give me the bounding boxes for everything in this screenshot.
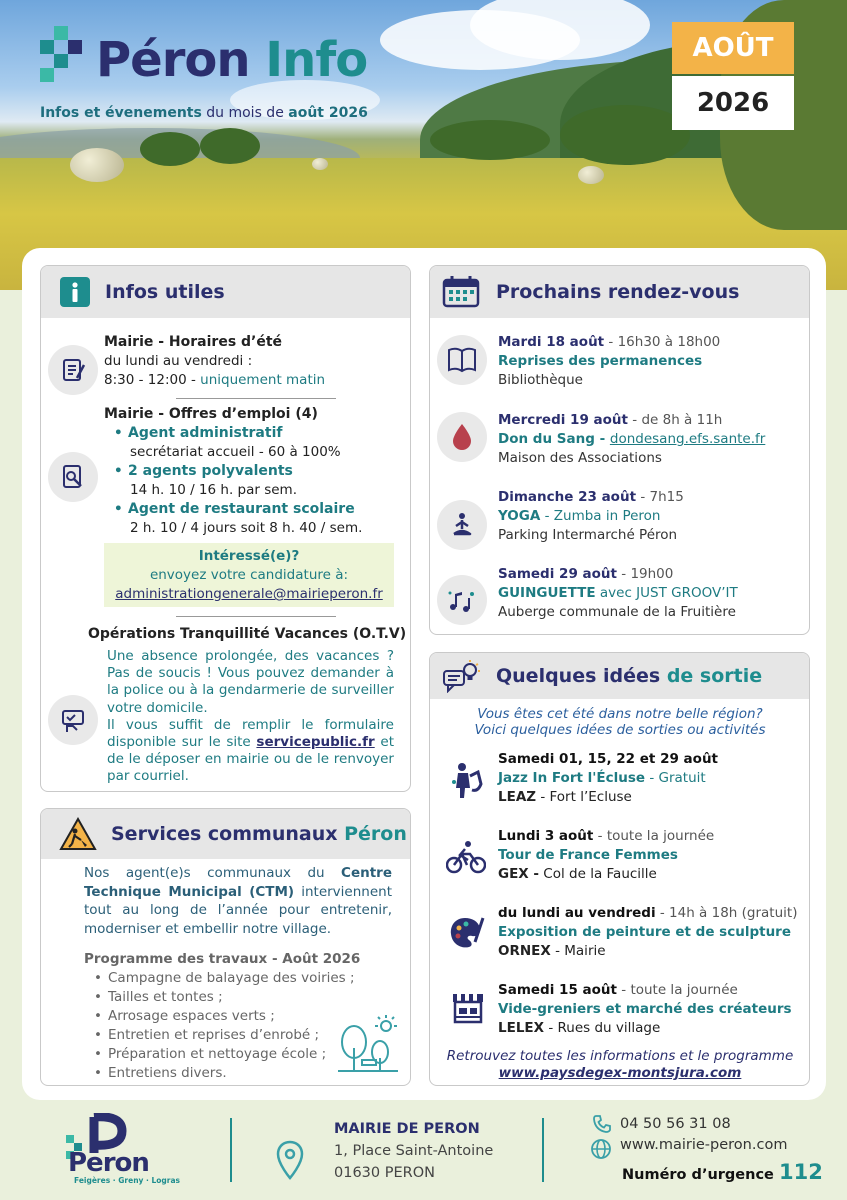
tree-shape: [140, 132, 200, 166]
cyclist-icon: [446, 840, 486, 874]
sortie-name: Exposition de peinture et de sculpture: [498, 924, 791, 940]
sorties-heading: [496, 665, 762, 687]
footer-logo-sub: Feigères · Greny · Logras: [74, 1176, 181, 1185]
sorties-heading-a: Quelques idées: [496, 665, 667, 687]
event-name-line: [498, 430, 803, 449]
infos-header: [41, 266, 410, 318]
footer-address: [334, 1118, 493, 1184]
emploi-title: Mairie - Offres d’emploi (4): [104, 406, 318, 422]
event-date-line: [498, 488, 803, 507]
services-heading-a: Services communaux: [111, 823, 345, 845]
rdv-event: [498, 565, 803, 622]
event-name: GUINGUETTE: [498, 585, 596, 601]
job-search-icon: [48, 452, 98, 502]
interested-line: envoyez votre candidature à:: [149, 567, 349, 583]
event-date-line: [498, 333, 803, 352]
event-date-line: [498, 565, 803, 584]
sortie-place-line: [498, 1019, 803, 1038]
event-time: - 19h00: [616, 566, 674, 582]
horaires-line1: du lundi au vendredi :: [104, 353, 253, 369]
event-time: - 16h30 à 18h00: [604, 334, 721, 350]
sortie-place: - Fort l’Ecluse: [536, 789, 632, 805]
jobs-list: [114, 424, 404, 538]
sortie-date: Lundi 3 août: [498, 828, 594, 844]
sortie-name-line: [498, 923, 803, 942]
event-date: Mercredi 19 août: [498, 412, 628, 428]
event-date-line: [498, 411, 803, 430]
event-extra: avec JUST GROOV’IT: [595, 585, 738, 601]
interested-email-link[interactable]: administrationgenerale@mairieperon.fr: [115, 586, 383, 602]
sorties-footer: [432, 1048, 808, 1082]
logo-mark-icon: [40, 26, 84, 88]
sortie-town: ORNEX: [498, 943, 551, 959]
sortie-date-line: [498, 750, 803, 769]
program-item: • Tailles et tontes ;: [92, 988, 372, 1007]
sorties-heading-b: de sortie: [666, 665, 763, 687]
program-item: • Préparation et nettoyage école ;: [92, 1045, 372, 1064]
sortie-time: - 14h à 18h (gratuit): [655, 905, 798, 921]
sortie-town: GEX -: [498, 866, 540, 882]
footer-divider: [542, 1118, 544, 1182]
market-stall-icon: [451, 990, 485, 1024]
title-part1: Péron: [96, 32, 250, 88]
services-intro-b: interviennent tout au long de l’année pour entretenir, moderniser et embellir notre village.: [84, 883, 392, 937]
otv-title: Opérations Tranquillité Vacances (O.T.V): [88, 626, 407, 642]
hay-bale-shape: [578, 166, 604, 184]
year-badge: 2026: [672, 76, 794, 130]
sortie-name-line: [498, 846, 803, 865]
horaires-title: Mairie - Horaires d’été: [104, 334, 283, 350]
sortie-time: - toute la journée: [616, 982, 738, 998]
event-name: Don du Sang -: [498, 431, 610, 447]
services-heading-b: Péron: [344, 823, 407, 845]
urgence-number: 112: [778, 1160, 823, 1184]
footer-phone[interactable]: 04 50 56 31 08: [620, 1116, 731, 1132]
sortie-date-line: [498, 904, 803, 923]
palette-icon: [449, 914, 485, 952]
event-name: Reprises des permanences: [498, 353, 703, 369]
services-heading: [111, 823, 407, 845]
services-intro-bold: Centre Technique Municipal (CTM): [84, 865, 392, 900]
sortie-date: Samedi 15 août: [498, 982, 617, 998]
otv-paragraph2-a: Il vous suffit de remplir le formulaire disponible sur le site: [107, 716, 394, 751]
event-name-line: [498, 584, 803, 603]
job-title: Agent administratif: [128, 425, 283, 441]
job-title: Agent de restaurant scolaire: [128, 501, 355, 517]
yoga-icon: [437, 500, 487, 550]
calendar-icon: [442, 275, 482, 309]
job-title: 2 agents polyvalents: [128, 463, 293, 479]
event-time: - 7h15: [636, 489, 684, 505]
event-place: Auberge communale de la Fruitière: [498, 604, 736, 620]
footer-mairie: MAIRIE DE PERON: [334, 1121, 480, 1137]
otv-paragraph1: Une absence prolongée, des vacances ? Pas de soucis ! Vous pouvez demander à la police ou à la gendarmerie de surveiller votre domicile.: [107, 648, 394, 716]
infos-heading: Infos utiles: [105, 281, 225, 303]
document-icon: [48, 345, 98, 395]
servicepublic-link[interactable]: servicepublic.fr: [256, 734, 375, 751]
sortie-place: Col de la Faucille: [539, 866, 657, 882]
sortie-time: - toute la journée: [593, 828, 715, 844]
footer-logo-text: Peron: [68, 1148, 149, 1178]
sortie-name: Jazz In Fort l'Écluse: [498, 770, 646, 786]
sortie-date: du lundi au vendredi: [498, 905, 656, 921]
blood-drop-icon: [437, 412, 487, 462]
footer-address2: 01630 PERON: [334, 1165, 435, 1181]
month-badge: AOÛT: [672, 22, 794, 74]
tree-shape: [560, 105, 690, 165]
sortie-place: - Mairie: [550, 943, 606, 959]
footer-web-link[interactable]: www.mairie-peron.com: [620, 1137, 788, 1153]
rdv-event: [498, 411, 803, 468]
event-date: Dimanche 23 août: [498, 489, 637, 505]
program-item: • Arrosage espaces verts ;: [92, 1007, 372, 1026]
saxophone-player-icon: [448, 762, 484, 800]
globe-icon: [590, 1138, 612, 1160]
job-item: [114, 462, 404, 500]
hay-bale-shape: [312, 158, 328, 170]
services-intro-a: Nos agent(e)s communaux du: [84, 865, 342, 881]
sorties-header: [430, 653, 809, 699]
event-place: Maison des Associations: [498, 450, 662, 466]
job-detail: secrétariat accueil - 60 à 100%: [130, 444, 341, 460]
program-item: • Entretien et reprises d’enrobé ;: [92, 1026, 372, 1045]
page-subtitle: [40, 105, 368, 121]
sortie-item: [498, 981, 803, 1038]
event-name: YOGA: [498, 508, 541, 524]
page-title: [96, 30, 367, 90]
tree-shape: [200, 128, 260, 164]
otv-text: [107, 648, 394, 786]
event-place: Bibliothèque: [498, 372, 583, 388]
divider: [176, 398, 336, 399]
tree-shape: [430, 120, 550, 160]
sortie-item: [498, 904, 803, 961]
rdv-event: [498, 333, 803, 390]
sorties-intro: [432, 706, 808, 738]
job-detail: 14 h. 10 / 16 h. par sem.: [130, 482, 297, 498]
footer-urgence: [622, 1160, 823, 1184]
interested-box: [104, 543, 394, 607]
title-part2: Info: [265, 32, 368, 88]
program-item: • Entretiens divers.: [92, 1064, 372, 1083]
event-date: Samedi 29 août: [498, 566, 617, 582]
sortie-date: Samedi 01, 15, 22 et 29 août: [498, 751, 719, 767]
dondesang-link[interactable]: dondesang.efs.sante.fr: [609, 431, 766, 447]
event-extra: - Zumba in Peron: [540, 508, 661, 524]
rdv-event: [498, 488, 803, 545]
sortie-name-line: [498, 1000, 803, 1019]
sortie-place-line: [498, 942, 803, 961]
sortie-item: [498, 750, 803, 807]
program-title: Programme des travaux - Août 2026: [84, 951, 361, 967]
event-name-line: [498, 507, 803, 526]
sortie-extra: - Gratuit: [645, 770, 706, 786]
sortie-place-line: [498, 865, 803, 884]
sorties-intro-1: Vous êtes cet été dans notre belle région?: [477, 706, 763, 722]
sorties-footer-text: Retrouvez toutes les informations et le programme: [446, 1048, 794, 1064]
sortie-date-line: [498, 827, 803, 846]
urgence-label: Numéro d’urgence: [622, 1167, 774, 1183]
event-place: Parking Intermarché Péron: [498, 527, 678, 543]
info-icon: [59, 276, 91, 308]
interested-title: Intéressé(e)?: [198, 548, 300, 564]
sortie-town: LEAZ: [498, 789, 537, 805]
park-tree-icon: [336, 1014, 400, 1074]
sortie-name: Vide-greniers et marché des créateurs: [498, 1001, 792, 1017]
sortie-item: [498, 827, 803, 884]
subtitle-bold2: août 2026: [288, 105, 368, 121]
job-detail: 2 h. 10 / 4 jours soit 8 h. 40 / sem.: [130, 520, 363, 536]
otv-paragraph2: [107, 717, 394, 786]
program-item: • Campagne de balayage des voiries ;: [92, 969, 372, 988]
services-intro: [84, 864, 392, 938]
divider: [176, 616, 336, 617]
footer-divider: [230, 1118, 232, 1182]
horaires-line2: 8:30 - 12:00 -: [104, 372, 201, 388]
sorties-intro-2: Voici quelques idées de sorties ou activités: [474, 722, 766, 738]
sortie-name-line: [498, 769, 803, 788]
sortie-place-line: [498, 788, 803, 807]
subtitle-mid: du mois de: [201, 105, 289, 121]
job-item: [114, 424, 404, 462]
horaires-note: uniquement matin: [200, 372, 326, 388]
horaires-block: [104, 333, 404, 390]
horaires-line2-wrap: [104, 371, 404, 390]
location-pin-icon: [276, 1140, 304, 1180]
hay-bale-shape: [70, 148, 124, 182]
subtitle-bold1: Infos et évenements: [40, 105, 202, 121]
services-header: [41, 809, 410, 859]
sortie-place: - Rues du village: [544, 1020, 661, 1036]
footer-address1: 1, Place Saint-Antoine: [334, 1143, 494, 1159]
program-list: [92, 969, 372, 1083]
roadwork-icon: [59, 817, 97, 851]
rdv-heading: Prochains rendez-vous: [496, 281, 740, 303]
event-time: - de 8h à 11h: [628, 412, 723, 428]
music-notes-icon: [437, 575, 487, 625]
idea-chat-icon: [442, 659, 482, 693]
sortie-town: LELEX: [498, 1020, 545, 1036]
sortie-name: Tour de France Femmes: [498, 847, 678, 863]
phone-icon: [592, 1114, 612, 1134]
job-item: [114, 500, 404, 538]
otv-paragraph2-b: et de le déposer en mairie ou de le renvoyer par courriel.: [107, 734, 394, 785]
event-date: Mardi 18 août: [498, 334, 605, 350]
rdv-header: [430, 266, 809, 318]
book-icon: [437, 335, 487, 385]
paysdegex-link[interactable]: www.paysdegex-montsjura.com: [498, 1065, 742, 1081]
sortie-date-line: [498, 981, 803, 1000]
checklist-hand-icon: [48, 695, 98, 745]
